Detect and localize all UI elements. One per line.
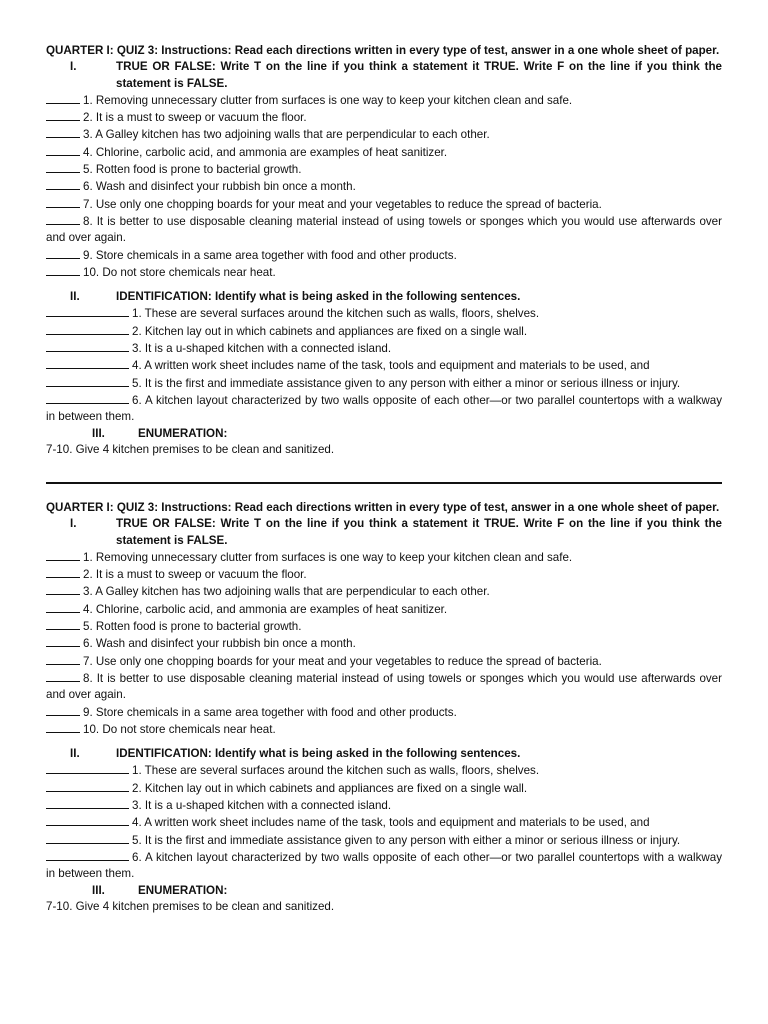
answer-line <box>46 849 129 861</box>
true-false-item: 7. Use only one chopping boards for your meat and your vegetables to reduce the spread of bacteria. <box>46 653 722 670</box>
identification-item: 4. A written work sheet includes name of the task, tools and equipment and materials to be used, and <box>46 814 722 831</box>
section-instructions: TRUE OR FALSE: Write T on the line if you think a statement it TRUE. Write F on the line if you think the statement is FALSE. <box>116 517 722 547</box>
answer-line <box>46 213 80 225</box>
answer-line <box>46 247 80 259</box>
answer-line <box>46 109 80 121</box>
identification-heading <box>70 289 722 305</box>
section-numeral: I. <box>70 60 77 74</box>
answer-line <box>46 814 129 826</box>
answer-line <box>46 601 80 613</box>
answer-line <box>46 583 80 595</box>
identification-item: 4. A written work sheet includes name of the task, tools and equipment and materials to be used, and <box>46 357 722 374</box>
answer-line <box>46 375 129 387</box>
true-false-item: 4. Chlorine, carbolic acid, and ammonia are examples of heat sanitizer. <box>46 601 722 618</box>
true-false-item: 3. A Galley kitchen has two adjoining walls that are perpendicular to each other. <box>46 583 722 600</box>
answer-line <box>46 264 80 276</box>
section-divider <box>46 482 722 484</box>
answer-line <box>46 323 129 335</box>
true-false-item: 5. Rotten food is prone to bacterial growth. <box>46 161 722 178</box>
answer-line <box>46 196 80 208</box>
answer-line <box>46 340 129 352</box>
quiz-title: QUARTER I: QUIZ 3: Instructions: Read each directions written in every type of test, answer in a one whole sheet of paper. <box>46 501 720 514</box>
answer-line <box>46 721 80 733</box>
answer-line <box>46 392 129 404</box>
answer-line <box>46 832 129 844</box>
answer-line <box>46 618 80 630</box>
identification-item: 5. It is the first and immediate assistance given to any person with either a minor or serious illness or injury. <box>46 832 722 849</box>
answer-line <box>46 305 129 317</box>
enumeration-heading <box>92 426 722 442</box>
enumeration-item: 7-10. Give 4 kitchen premises to be clean and sanitized. <box>46 442 335 456</box>
identification-item: 2. Kitchen lay out in which cabinets and appliances are fixed on a single wall. <box>46 780 722 797</box>
section-numeral: I. <box>70 517 77 531</box>
true-false-item: 6. Wash and disinfect your rubbish bin once a month. <box>46 635 722 652</box>
true-false-heading <box>70 59 722 92</box>
identification-item: 5. It is the first and immediate assistance given to any person with either a minor or serious illness or injury. <box>46 375 722 392</box>
section-numeral: II. <box>70 747 80 761</box>
answer-line <box>46 92 80 104</box>
section-numeral: II. <box>70 290 80 304</box>
answer-line <box>46 357 129 369</box>
section-numeral: III. <box>92 883 105 897</box>
section-numeral: III. <box>92 426 105 440</box>
section-instructions: ENUMERATION: <box>138 883 228 897</box>
answer-line <box>46 797 129 809</box>
true-false-item: 10. Do not store chemicals near heat. <box>46 721 722 738</box>
true-false-item: 7. Use only one chopping boards for your meat and your vegetables to reduce the spread of bacteria. <box>46 196 722 213</box>
true-false-item: 4. Chlorine, carbolic acid, and ammonia are examples of heat sanitizer. <box>46 144 722 161</box>
true-false-item: 1. Removing unnecessary clutter from surfaces is one way to keep your kitchen clean and safe. <box>46 92 722 109</box>
identification-item: 6. A kitchen layout characterized by two walls opposite of each other—or two parallel countertops with a walkway in between them. <box>46 393 722 424</box>
true-false-item: 2. It is a must to sweep or vacuum the floor. <box>46 566 722 583</box>
quiz-title: QUARTER I: QUIZ 3: Instructions: Read each directions written in every type of test, answer in a one whole sheet of paper. <box>46 44 720 57</box>
answer-line <box>46 762 129 774</box>
answer-line <box>46 126 80 138</box>
true-false-item: 5. Rotten food is prone to bacterial growth. <box>46 618 722 635</box>
answer-line <box>46 161 80 173</box>
identification-item: 1. These are several surfaces around the kitchen such as walls, floors, shelves. <box>46 305 722 322</box>
true-false-item: 8. It is better to use disposable cleaning material instead of using towels or sponges which you would use afterwards over and over again. <box>46 671 722 702</box>
answer-line <box>46 549 80 561</box>
section-instructions: IDENTIFICATION: Identify what is being asked in the following sentences. <box>116 290 521 304</box>
enumeration-item: 7-10. Give 4 kitchen premises to be clean and sanitized. <box>46 899 335 913</box>
true-false-item: 3. A Galley kitchen has two adjoining walls that are perpendicular to each other. <box>46 126 722 143</box>
true-false-item: 9. Store chemicals in a same area together with food and other products. <box>46 704 722 721</box>
identification-item: 2. Kitchen lay out in which cabinets and appliances are fixed on a single wall. <box>46 323 722 340</box>
identification-item: 1. These are several surfaces around the kitchen such as walls, floors, shelves. <box>46 762 722 779</box>
answer-line <box>46 178 80 190</box>
true-false-item: 2. It is a must to sweep or vacuum the floor. <box>46 109 722 126</box>
answer-line <box>46 704 80 716</box>
answer-line <box>46 780 129 792</box>
identification-item: 6. A kitchen layout characterized by two walls opposite of each other—or two parallel countertops with a walkway in between them. <box>46 850 722 881</box>
quiz-copy-1 <box>46 43 722 458</box>
section-instructions: TRUE OR FALSE: Write T on the line if you think a statement it TRUE. Write F on the line if you think the statement is FALSE. <box>116 60 722 90</box>
answer-line <box>46 670 80 682</box>
quiz-copy-2 <box>46 500 722 915</box>
enumeration-heading <box>92 883 722 899</box>
true-false-item: 9. Store chemicals in a same area together with food and other products. <box>46 247 722 264</box>
identification-heading <box>70 746 722 762</box>
answer-line <box>46 635 80 647</box>
true-false-item: 1. Removing unnecessary clutter from surfaces is one way to keep your kitchen clean and safe. <box>46 549 722 566</box>
true-false-item: 10. Do not store chemicals near heat. <box>46 264 722 281</box>
identification-item: 3. It is a u-shaped kitchen with a connected island. <box>46 797 722 814</box>
section-instructions: ENUMERATION: <box>138 426 228 440</box>
answer-line <box>46 653 80 665</box>
true-false-heading <box>70 516 722 549</box>
answer-line <box>46 144 80 156</box>
true-false-item: 6. Wash and disinfect your rubbish bin once a month. <box>46 178 722 195</box>
answer-line <box>46 566 80 578</box>
true-false-item: 8. It is better to use disposable cleaning material instead of using towels or sponges which you would use afterwards over and over again. <box>46 214 722 245</box>
section-instructions: IDENTIFICATION: Identify what is being asked in the following sentences. <box>116 747 521 761</box>
identification-item: 3. It is a u-shaped kitchen with a connected island. <box>46 340 722 357</box>
